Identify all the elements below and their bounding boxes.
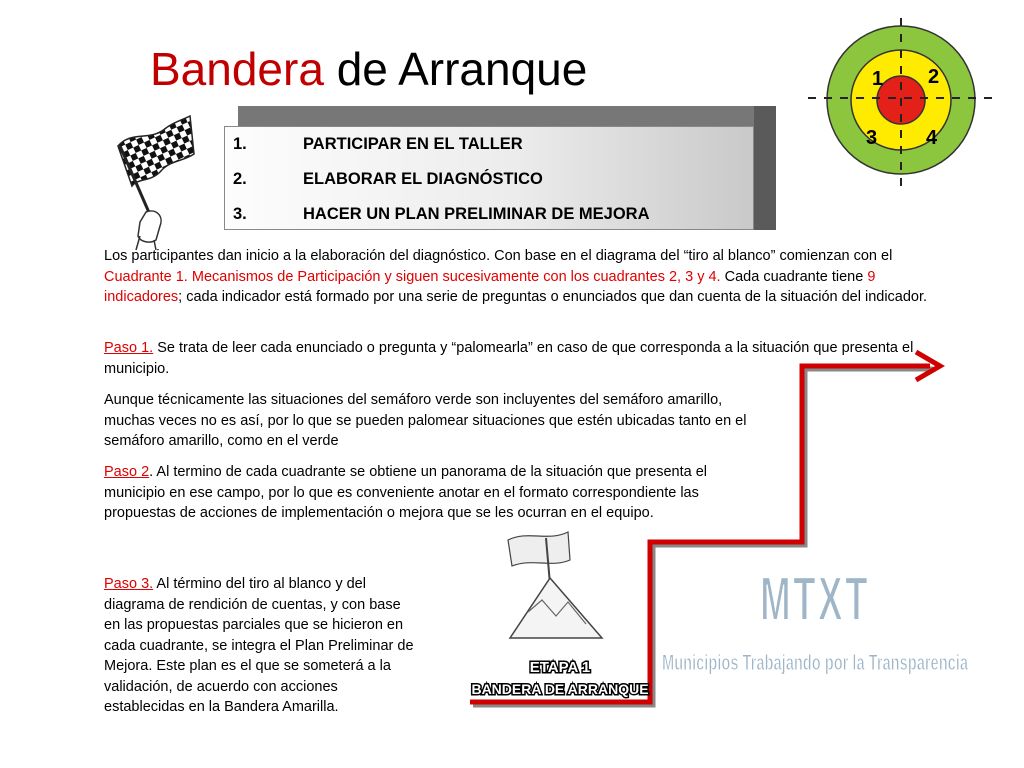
- page-title: [150, 43, 588, 95]
- title-rest: de Arranque: [323, 43, 588, 95]
- logo-subtitle: Municipios Trabajando por la Transparencia: [662, 650, 969, 675]
- aunque-paragraph: Aunque técnicamente las situaciones del semáforo verde son incluyentes del semáforo amarillo, muchas veces no es así, por lo que se pueden palomear situaciones que estén ubicadas tanto en el semáforo amarillo, como en el verde: [104, 392, 747, 449]
- paso3-label: Paso 3.: [104, 576, 154, 592]
- paso2-label: Paso 2: [104, 464, 150, 480]
- steps-box-top: [238, 106, 776, 126]
- quadrant-2-label: 2: [928, 66, 940, 88]
- step-item: 3. HACER UN PLAN PRELIMINAR DE MEJORA: [233, 205, 650, 223]
- etapa-line1: ETAPA 1: [529, 659, 591, 676]
- etapa-line2: BANDERA DE ARRANQUE: [471, 681, 649, 697]
- step-item: 2. ELABORAR EL DIAGNÓSTICO: [233, 170, 543, 188]
- paso3-paragraph: Paso 3. Al término del tiro al blanco y del diagrama de rendición de cuentas, y con base en las propuestas parciales que se hicieron en cada cuadrante, se integra el Plan Preliminar de Mejora. Este plan es el que se someterá a la validación, de acuerdo con acciones establecidas en la Bandera Amarilla.: [104, 576, 414, 715]
- paso2-paragraph: Paso 2. Al termino de cada cuadrante se obtiene un panorama de la situación que presenta el municipio en ese campo, por lo que es conveniente anotar en el formato correspondiente las propuestas de acciones de implementación o mejora que se les ocurran en el equipo.: [104, 464, 707, 521]
- checkered-flag-icon: [110, 112, 200, 252]
- quadrant-3-label: 3: [866, 127, 878, 149]
- paso1-paragraph: Paso 1. Se trata de leer cada enunciado o pregunta y “palomearla” en caso de que corresponda a la situación que presenta el municipio.: [104, 340, 914, 377]
- target-diagram: [808, 18, 998, 188]
- etapa-label: [470, 654, 650, 704]
- steps-box: [224, 126, 754, 230]
- quadrant-4-label: 4: [926, 127, 938, 149]
- steps-box-side: [754, 106, 776, 230]
- paso1-label: Paso 1.: [104, 340, 154, 356]
- quadrant-1-label: 1: [872, 68, 884, 90]
- mtxt-logo: [650, 560, 980, 690]
- intro-paragraph: Los participantes dan inicio a la elaboración del diagnóstico. Con base en el diagrama del “tiro al blanco” comienzan con el Cuadrante 1. Mecanismos de Participación y siguen sucesivamente con los cuadrantes 2, 3 y 4. Cada cuadrante tiene 9 indicadores; cada indicador está formado por una serie de preguntas o enunciados que dan cuenta de la situación del indicador.: [104, 248, 928, 305]
- logo-acronym: MTXT: [760, 565, 870, 634]
- title-accent: Bandera: [150, 43, 324, 95]
- step-item: 1. PARTICIPAR EN EL TALLER: [233, 135, 523, 153]
- flag-mountain-icon: [498, 520, 618, 650]
